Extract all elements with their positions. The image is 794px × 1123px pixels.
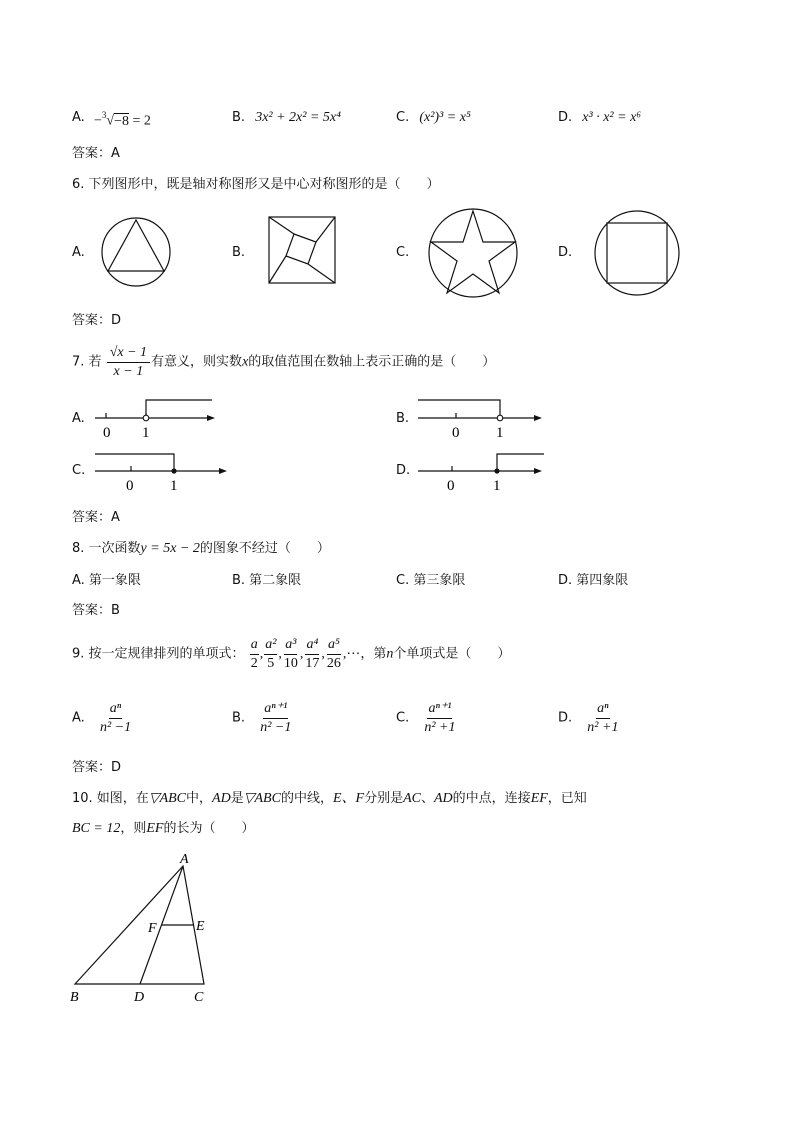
q5-option-c [396,110,471,126]
q9-term-2 [264,636,277,673]
q7-answer: 答案：A [72,510,120,525]
q8-answer: 答案：B [72,603,120,618]
circle-star-figure [428,208,518,298]
q10-text: 是 [230,791,244,806]
q9-opt-c-den: n² +1 [424,720,456,735]
q5-option-a [72,110,91,126]
q5-opt-b-label: B. [232,110,246,125]
q5-opt-a-label: A. [72,110,85,125]
q7-opt-d-label: D. [396,463,411,478]
q9-term-num: a⁴ [305,636,319,655]
q7-frac-num: √x − 1 [107,344,150,363]
q10-text: 10. 如图，在 [72,791,149,806]
q9-term-3 [283,636,299,673]
q9-opt-c-num: aⁿ⁺¹ [427,700,452,719]
q10-text: 的长为（ ） [163,821,255,836]
q10-text: ，则 [120,821,147,836]
q10-stem-line1 [72,791,587,807]
tick-0: 0 [452,425,460,441]
q9-opt-a-fraction [99,700,132,737]
q9-term-4 [304,636,320,673]
q7-stem-suffix2: 的取值范围在数轴上表示正确的是（ ） [248,354,496,370]
q5-opt-a-rhs: = 2 [129,113,151,129]
q9-term-num: a⁵ [327,636,341,655]
q6-opt-d-label: D. [558,245,573,260]
q9-option-d [558,700,620,737]
q9-opt-d-den: n² +1 [587,720,619,735]
q9-term-5 [326,636,342,673]
point-b-label: B [70,990,79,1005]
q6-stem: 6. 下列图形中，既是轴对称图形又是中心对称图形的是（ ） [72,177,440,192]
q7-stem-prefix: 7. 若 [72,354,102,370]
q10-given: BC = 12 [72,821,121,836]
q9-ellipsis: ,⋯ [342,646,361,662]
q9-opt-d-label: D. [558,710,573,726]
q9-opt-d-fraction [586,700,619,737]
q9-term-den: 17 [305,656,320,671]
q9-opt-a-num: aⁿ [109,700,122,719]
q9-option-a [72,700,133,737]
number-line-a [95,396,225,441]
q9-term-num: a² [264,636,277,655]
q8-opt-b: B. 第二象限 [232,573,302,588]
q9-term-1 [250,636,259,673]
q9-term-num: a³ [284,636,297,655]
q9-opt-a-label: A. [72,710,85,726]
q5-opt-a-neg: − [94,113,102,129]
q9-opt-b-label: B. [232,710,246,726]
q7-fraction [107,344,150,381]
circle-inscribed-triangle-figure [100,216,172,288]
q8-opt-d: D. 第四象限 [558,573,629,588]
q9-term-den: 5 [267,656,275,671]
q10-text: ，已知 [547,791,587,806]
number-line-b [418,396,548,441]
q10-triangle: ▽ABC [148,791,187,806]
q10-segment: EF [146,821,164,836]
q7-opt-c-label: C. [72,463,86,478]
q5-option-d [558,110,641,126]
number-line-c [95,450,235,495]
radical-sign-icon: √ [106,113,115,129]
tick-0: 0 [126,478,134,494]
q8-func: y = 5x − 2 [140,541,200,556]
q7-stem [72,344,495,381]
q5-option-b [232,110,341,126]
q9-opt-b-num: aⁿ⁺¹ [263,700,288,719]
q9-var: n [386,646,394,662]
tick-1: 1 [142,425,150,441]
q5-opt-a-root-index: 3 [101,110,107,120]
q10-segment: EF [530,791,548,806]
q8-opt-a: A. 第一象限 [72,573,141,588]
q10-segment: AC [403,791,421,806]
point-e-label: E [196,919,205,934]
q9-opt-c-fraction [423,700,456,737]
q10-text: 的中线， [280,791,333,806]
q5-answer: 答案：A [72,146,120,161]
tick-1: 1 [496,425,504,441]
q5-opt-d-label: D. [558,110,573,125]
q7-stem-suffix: 有意义，则实数 [151,354,243,370]
q5-opt-c-label: C. [396,110,410,125]
q10-segment: AD [434,791,453,806]
point-a-label: A [180,852,189,867]
tick-0: 0 [447,478,455,494]
q6-opt-b-label: B. [232,245,246,260]
q5-opt-c-expr: (x²)³ = x⁵ [419,110,471,125]
q9-answer: 答案：D [72,760,122,775]
tick-1: 1 [170,478,178,494]
q9-stem: 9. 按一定规律排列的单项式： $\frac{a}{2}$ , $\frac{\text{a²}}{5}$ , $\frac{\text{a³}}{10}$ , $\frac{\text{a⁴}}{17}$ , $\frac{\text{a⁵}}{26}$ ,⋯，第n个单项式是（ ） [72,637,511,671]
tick-1: 1 [493,478,501,494]
q8-stem [72,541,330,557]
q9-option-b [232,700,293,737]
q7-opt-a-label: A. [72,411,85,426]
q9-term-den: 10 [283,656,298,671]
q9-opt-c-label: C. [396,710,410,726]
triangle-abc-figure [66,848,226,1008]
q9-option-c [396,700,458,737]
q9-term-den: 2 [250,656,258,671]
q9-opt-b-fraction [259,700,292,737]
q8-stem-suffix: 的图象不经过（ ） [199,541,330,556]
q10-text: 、 [420,791,434,806]
square-pinwheel-figure [268,216,336,284]
q8-opt-c: C. 第三象限 [396,573,466,588]
tick-0: 0 [103,425,111,441]
q6-answer: 答案：D [72,313,122,328]
q9-opt-b-den: n² −1 [260,720,292,735]
q9-opt-d-num: aⁿ [596,700,609,719]
point-c-label: C [194,990,204,1005]
q10-text: 中， [186,791,213,806]
q5-opt-d-expr: x³ · x² = x⁶ [582,110,642,125]
q10-points: E、F [332,791,365,806]
q6-opt-a-label: A. [72,245,85,260]
q8-stem-prefix: 8. 一次函数 [72,541,141,556]
q10-segment: AD [212,791,231,806]
q5-opt-b-expr: 3x² + 2x² = 5x⁴ [255,110,342,125]
point-f-label: F [148,921,157,936]
point-d-label: D [134,990,145,1005]
q7-opt-b-label: B. [396,411,410,426]
q10-text: 分别是 [364,791,404,806]
circle-inscribed-square-figure [594,210,680,296]
number-line-d [418,450,553,495]
q10-text: 的中点，连接 [452,791,531,806]
q9-stem-mid: ，第 [360,646,387,662]
q9-term-den: 26 [326,656,341,671]
q9-stem-prefix: 9. 按一定规律排列的单项式： [72,646,245,662]
q9-stem-suffix: 个单项式是（ ） [393,646,511,662]
q9-opt-a-den: n² −1 [99,720,132,735]
q10-triangle: ▽ABC [243,791,281,806]
q6-opt-c-label: C. [396,245,410,260]
q7-frac-den: x − 1 [113,364,144,379]
q9-term-num: a [250,636,259,655]
q7-var: x [242,354,249,370]
q5-opt-a-expr [94,108,151,130]
q5-opt-a-radicand: −8 [114,113,129,129]
q10-stem-line2 [72,821,254,837]
